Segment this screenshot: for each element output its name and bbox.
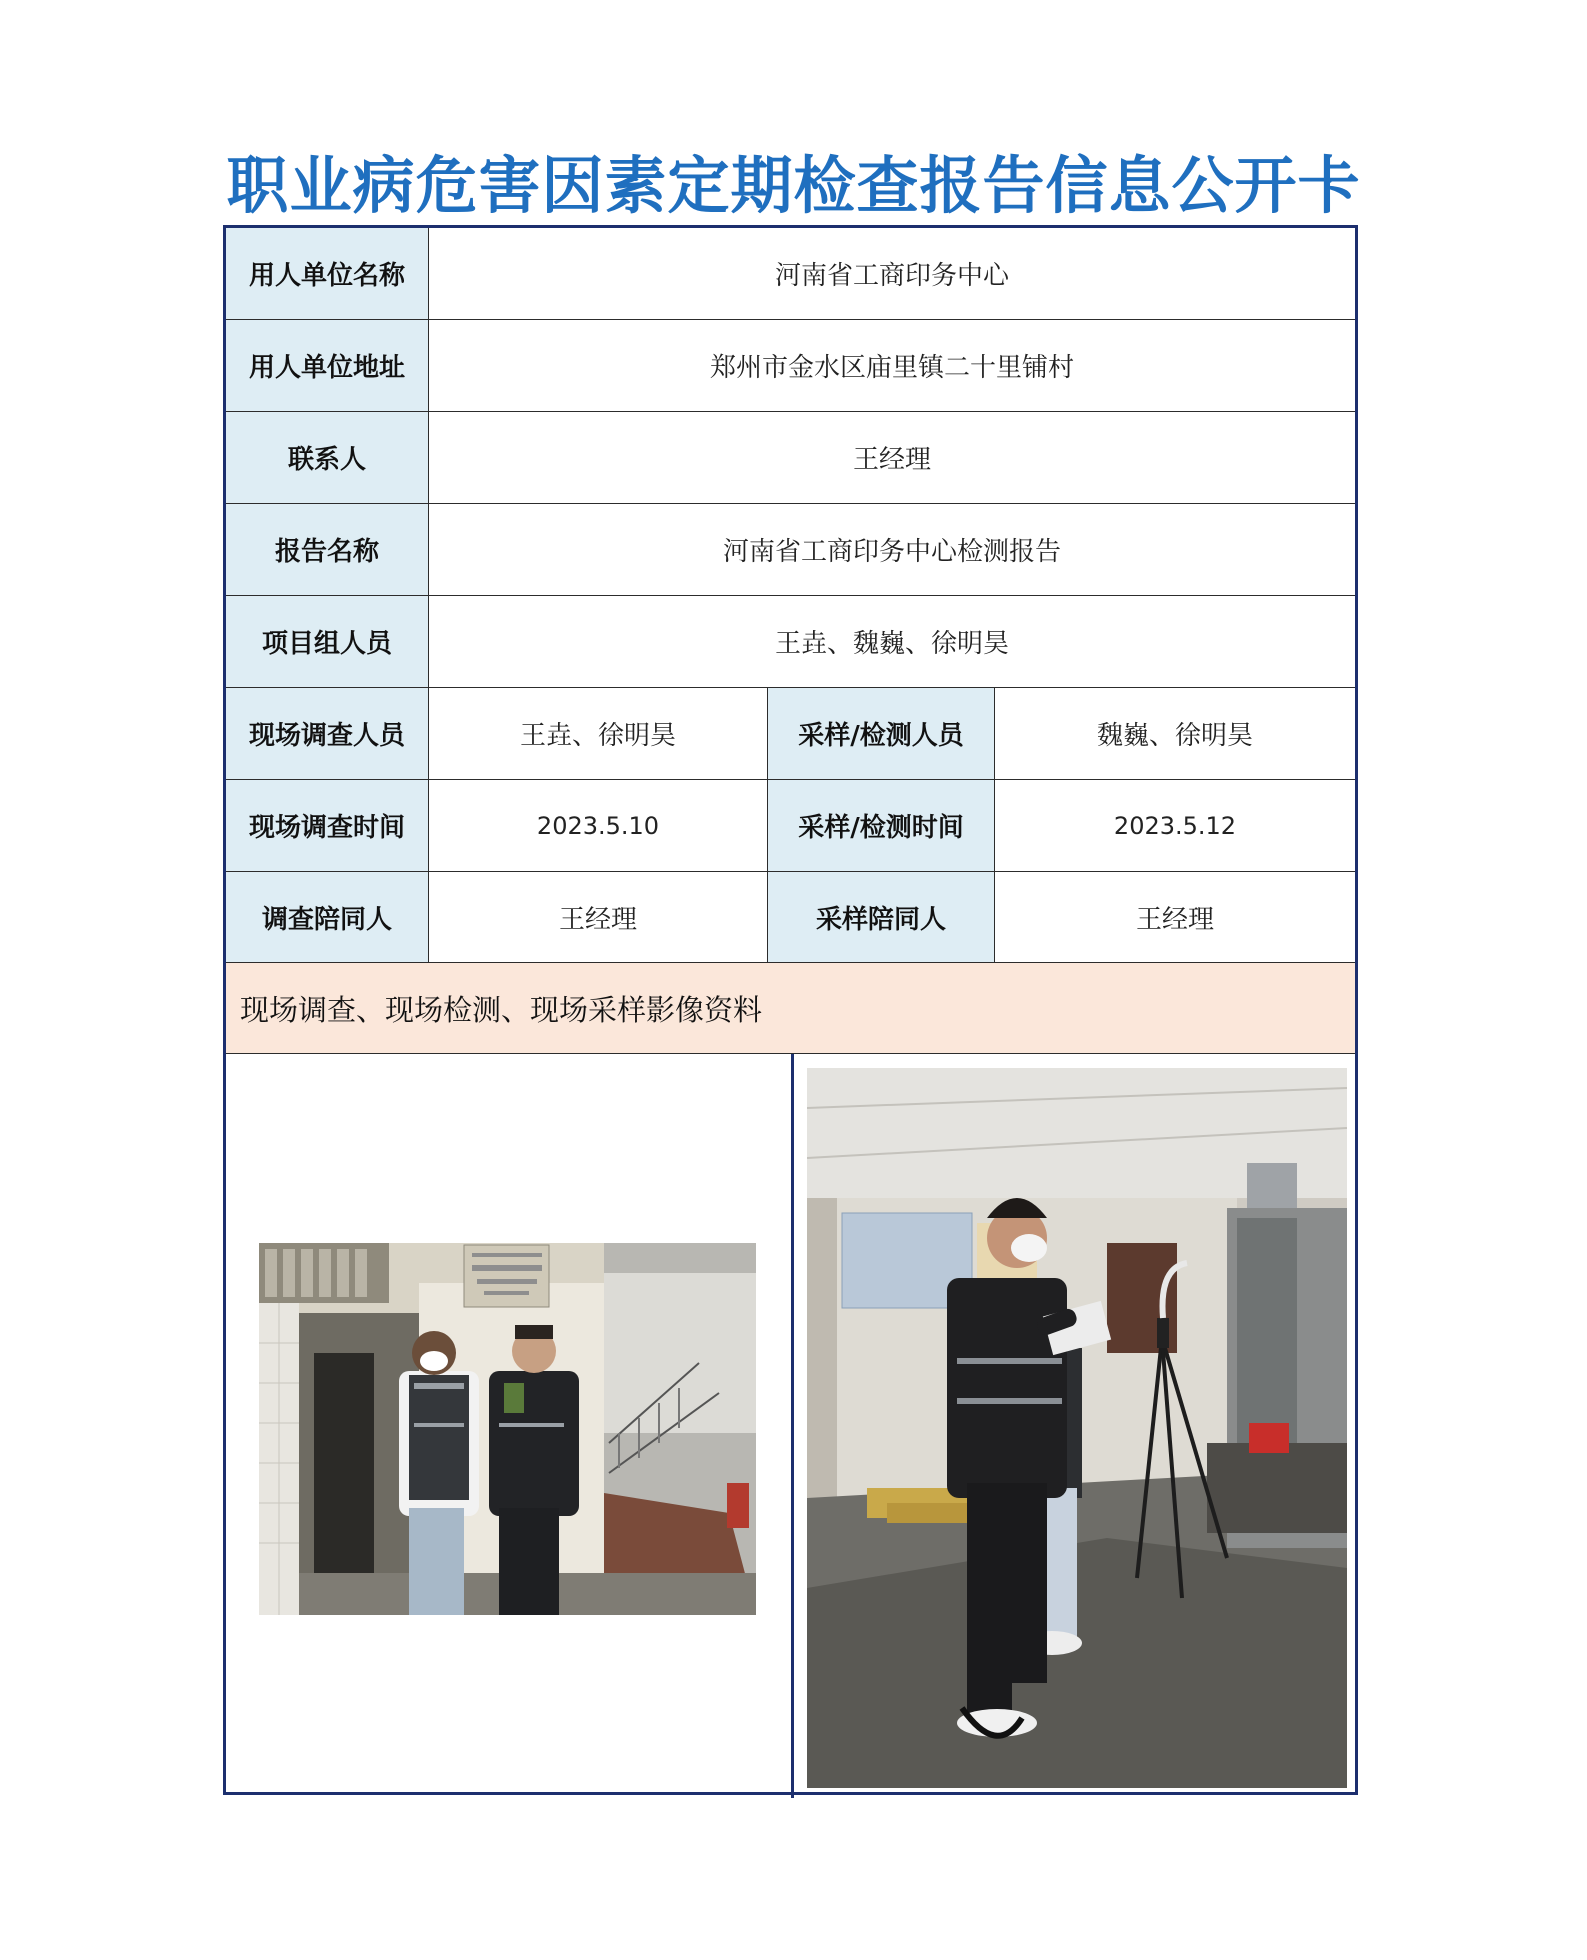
sampling-time-label: 采样/检测时间 [768,780,995,872]
report-name-value: 河南省工商印务中心检测报告 [429,504,1355,596]
employer-address-label: 用人单位地址 [226,320,429,412]
survey-staff-label: 现场调查人员 [226,688,429,780]
survey-time-label: 现场调查时间 [226,780,429,872]
media-section-title: 现场调查、现场检测、现场采样影像资料 [226,963,1355,1054]
employer-name-label: 用人单位名称 [226,228,429,320]
sampling-staff-value: 魏巍、徐明昊 [995,688,1355,780]
survey-companion-value: 王经理 [429,872,768,963]
page-title: 职业病危害因素定期检查报告信息公开卡 [226,149,1361,222]
workshop-photo [807,1068,1347,1788]
report-name-label: 报告名称 [226,504,429,596]
sampling-time-value: 2023.5.12 [995,780,1355,872]
sampling-companion-label: 采样陪同人 [768,872,995,963]
sampling-staff-label: 采样/检测人员 [768,688,995,780]
project-members-value: 王垚、魏巍、徐明昊 [429,596,1355,688]
contact-value: 王经理 [429,412,1355,504]
survey-staff-value: 王垚、徐明昊 [429,688,768,780]
survey-time-value: 2023.5.10 [429,780,768,872]
survey-companion-label: 调查陪同人 [226,872,429,963]
sampling-companion-value: 王经理 [995,872,1355,963]
photo-divider [791,1054,794,1798]
info-card [223,225,1358,1795]
employer-address-value: 郑州市金水区庙里镇二十里铺村 [429,320,1355,412]
contact-label: 联系人 [226,412,429,504]
entrance-photo [259,1243,756,1615]
employer-name-value: 河南省工商印务中心 [429,228,1355,320]
project-members-label: 项目组人员 [226,596,429,688]
